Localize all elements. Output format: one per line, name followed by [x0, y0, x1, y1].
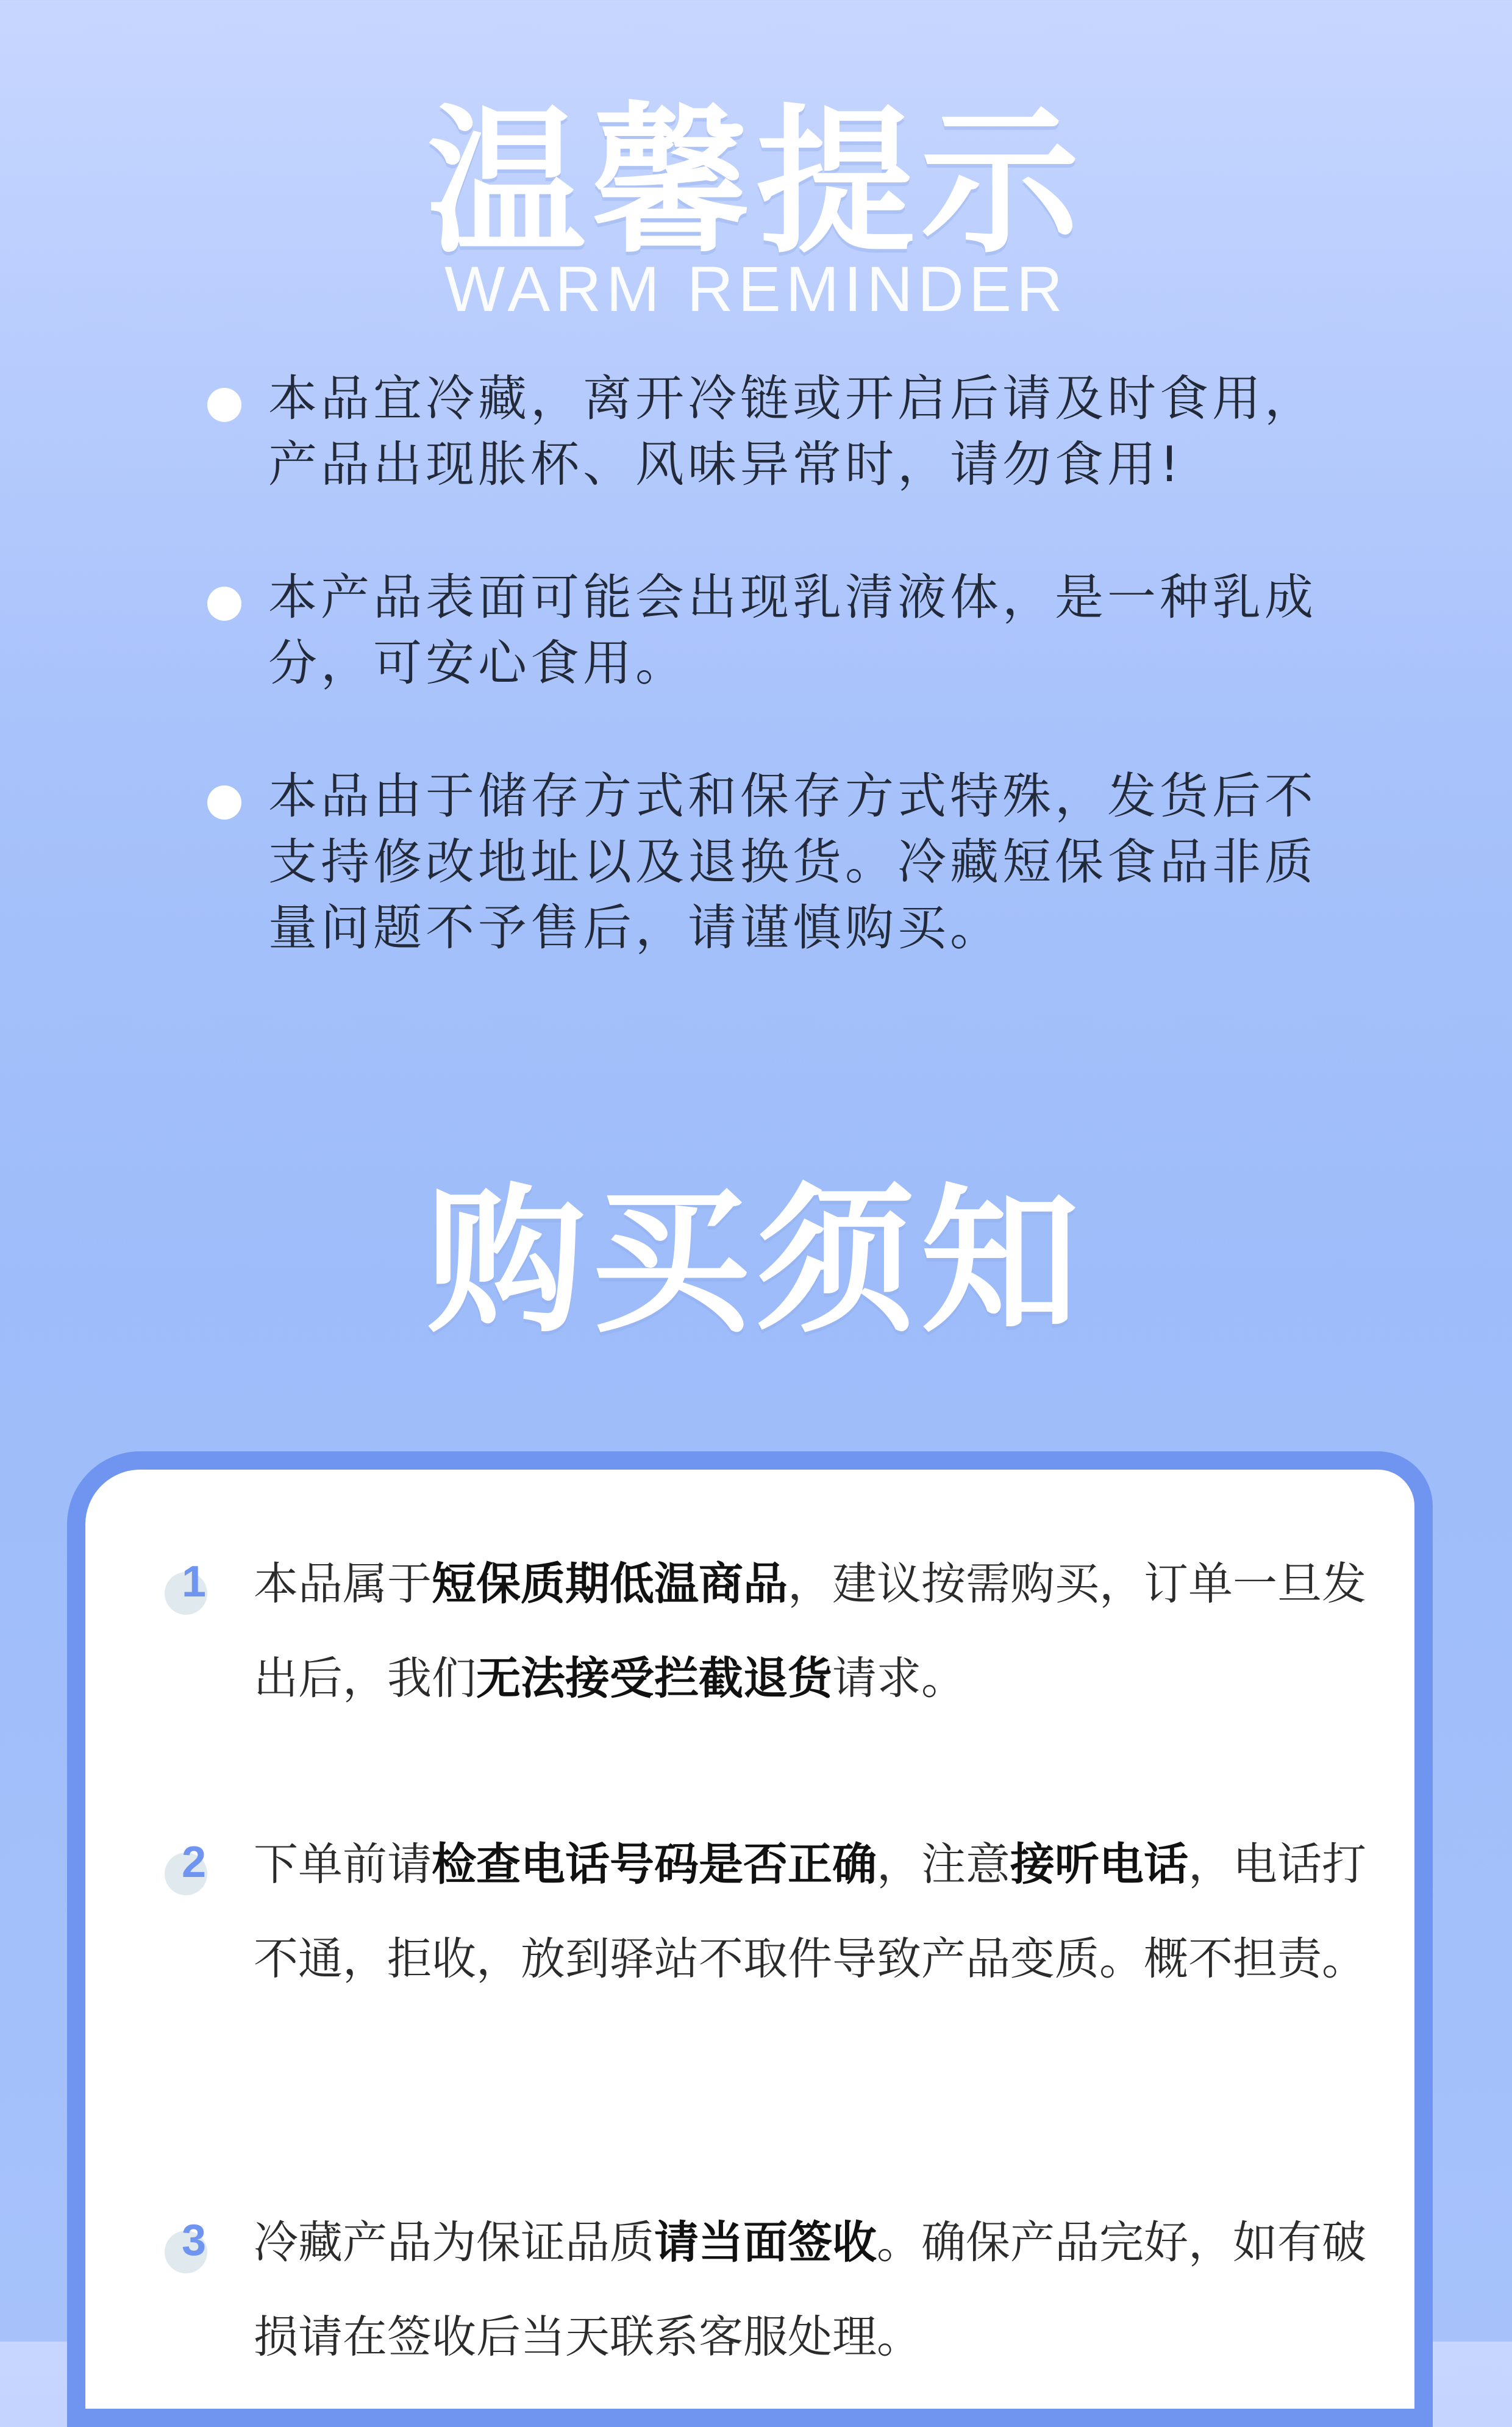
notice-segment: ，注意: [877, 1839, 1010, 1890]
number-badge-digit: 3: [182, 2216, 207, 2265]
bullet-dot-icon: [207, 587, 241, 621]
notice-segment: 冷藏产品为保证品质: [254, 2217, 654, 2268]
notice-text: [254, 1537, 1396, 1726]
notice-segment: ，电话打不通，拒收，放到驿站不取件导致产品变质。概不担责。: [254, 1839, 1366, 1985]
notice-segment: 。确保产品完好，如有破损请在签收后当天联系客服处理。: [254, 2217, 1366, 2363]
number-badge: [165, 1557, 210, 1606]
list-item: [207, 366, 1335, 498]
bullet-dot-icon: [207, 785, 241, 820]
number-badge: [165, 1838, 210, 1887]
warm-reminder-title: 温馨提示: [427, 91, 1085, 275]
reminder-text: 本产品表面可能会出现乳清液体，是一种乳成分，可安心食用。: [268, 569, 1317, 692]
warm-reminder-subtitle: WARM REMINDER: [444, 254, 1068, 325]
notice-segment: ，建议按需购买，订单一旦发出后，我们: [254, 1558, 1366, 1704]
notice-segment-bold: 检查电话号码是否正确: [432, 1839, 877, 1890]
number-badge-digit: 1: [182, 1557, 207, 1606]
notice-segment: 下单前请: [254, 1839, 432, 1890]
notice-text: [254, 1817, 1396, 2006]
notice-segment: 本品属于: [254, 1558, 432, 1610]
number-badge: [165, 2216, 210, 2265]
list-item: [207, 763, 1335, 961]
list-item: [207, 565, 1335, 696]
purchase-notice-title: 购买须知: [427, 1170, 1085, 1354]
notice-segment-bold: 请当面签收: [654, 2217, 877, 2268]
reminder-text: 本品由于储存方式和保存方式特殊，发货后不支持修改地址以及退换货。冷藏短保食品非质量问题不予售后，请谨慎购买。: [268, 768, 1317, 956]
notice-text: [254, 2195, 1396, 2384]
notice-segment-bold: 短保质期低温商品: [432, 1558, 788, 1610]
notice-segment-bold: 接听电话: [1010, 1839, 1188, 1890]
bullet-dot-icon: [207, 388, 241, 422]
warm-reminder-list: [207, 366, 1335, 1028]
notice-segment-bold: 无法接受拦截退货: [476, 1653, 832, 1704]
notice-segment: 请求。: [832, 1653, 966, 1704]
number-badge-digit: 2: [182, 1838, 207, 1887]
reminder-text: 本品宜冷藏，离开冷链或开启后请及时食用，产品出现胀杯、风味异常时，请勿食用!: [268, 370, 1317, 493]
